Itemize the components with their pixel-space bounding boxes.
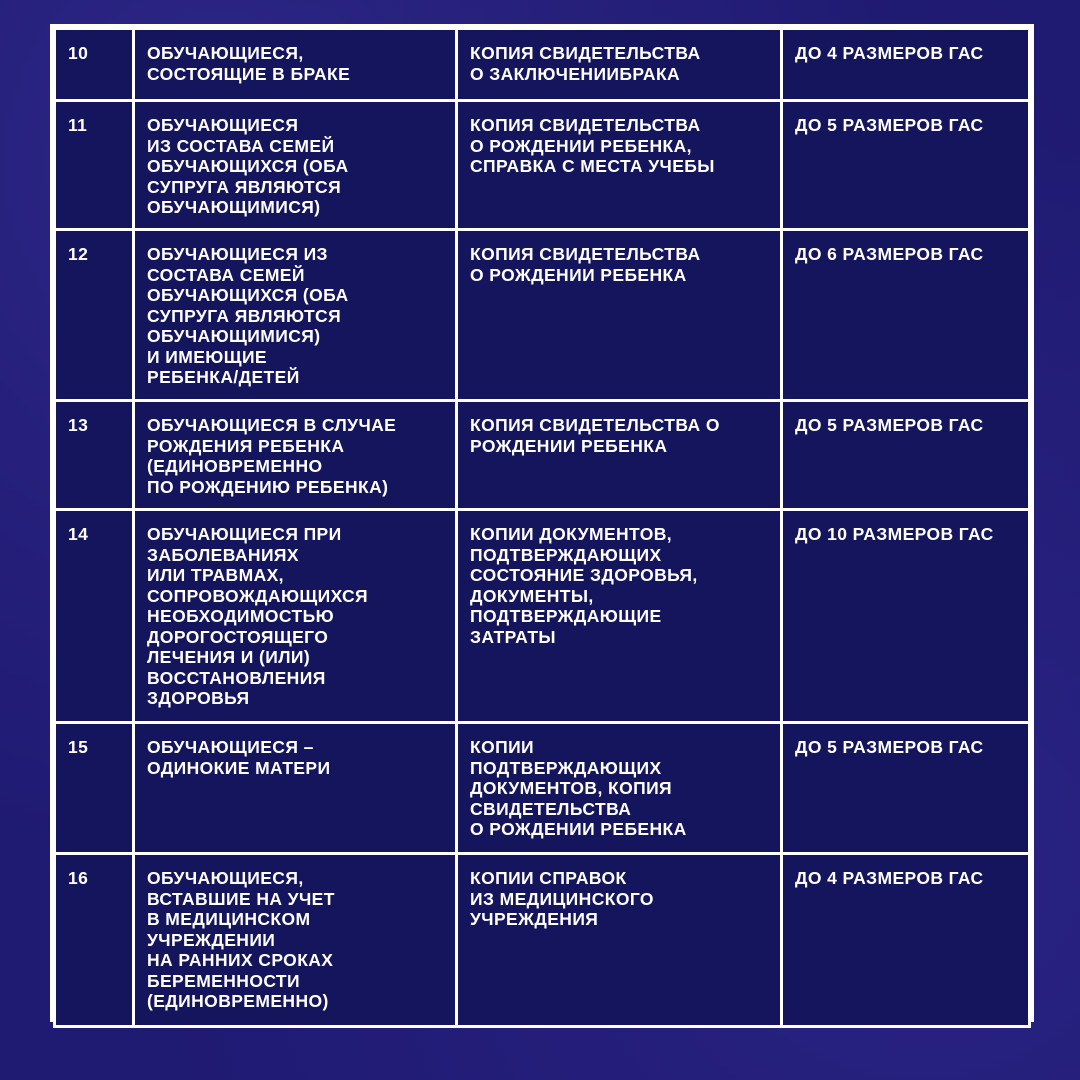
amount-cell: ДО 6 РАЗМЕРОВ ГАС — [782, 230, 1030, 401]
category-cell: ОБУЧАЮЩИЕСЯ ИЗ СОСТАВА СЕМЕЙ ОБУЧАЮЩИХСЯ (ОБА СУПРУГА ЯВЛЯЮТСЯ ОБУЧАЮЩИМИСЯ) — [134, 101, 457, 230]
documents-cell: КОПИЯ СВИДЕТЕЛЬСТВА О РОЖДЕНИИ РЕБЕНКА — [457, 401, 782, 510]
amount-cell: ДО 10 РАЗМЕРОВ ГАС — [782, 510, 1030, 723]
row-number: 14 — [55, 510, 134, 723]
table-row — [55, 401, 1030, 510]
benefits-table — [53, 27, 1031, 1028]
documents-cell: КОПИИ ПОДТВЕРЖДАЮЩИХ ДОКУМЕНТОВ, КОПИЯ СВИДЕТЕЛЬСТВА О РОЖДЕНИИ РЕБЕНКА — [457, 723, 782, 854]
category-cell: ОБУЧАЮЩИЕСЯ, ВСТАВШИЕ НА УЧЕТ В МЕДИЦИНСКОМ УЧРЕЖДЕНИИ НА РАННИХ СРОКАХ БЕРЕМЕННОСТИ (ЕДИНОВРЕМЕННО) — [134, 854, 457, 1027]
table-row — [55, 510, 1030, 723]
row-number: 10 — [55, 29, 134, 101]
category-cell: ОБУЧАЮЩИЕСЯ ПРИ ЗАБОЛЕВАНИЯХ ИЛИ ТРАВМАХ, СОПРОВОЖДАЮЩИХСЯ НЕОБХОДИМОСТЬЮ ДОРОГОСТОЯЩЕГО ЛЕЧЕНИЯ И (ИЛИ) ВОССТАНОВЛЕНИЯ ЗДОРОВЬЯ — [134, 510, 457, 723]
amount-cell: ДО 5 РАЗМЕРОВ ГАС — [782, 101, 1030, 230]
row-number: 12 — [55, 230, 134, 401]
amount-cell: ДО 5 РАЗМЕРОВ ГАС — [782, 401, 1030, 510]
documents-cell: КОПИЯ СВИДЕТЕЛЬСТВА О ЗАКЛЮЧЕНИИБРАКА — [457, 29, 782, 101]
row-number: 11 — [55, 101, 134, 230]
documents-cell: КОПИЯ СВИДЕТЕЛЬСТВА О РОЖДЕНИИ РЕБЕНКА — [457, 230, 782, 401]
documents-cell: КОПИИ ДОКУМЕНТОВ, ПОДТВЕРЖДАЮЩИХ СОСТОЯНИЕ ЗДОРОВЬЯ, ДОКУМЕНТЫ, ПОДТВЕРЖДАЮЩИЕ ЗАТРАТЫ — [457, 510, 782, 723]
category-cell: ОБУЧАЮЩИЕСЯ – ОДИНОКИЕ МАТЕРИ — [134, 723, 457, 854]
amount-cell: ДО 4 РАЗМЕРОВ ГАС — [782, 29, 1030, 101]
category-cell: ОБУЧАЮЩИЕСЯ ИЗ СОСТАВА СЕМЕЙ ОБУЧАЮЩИХСЯ (ОБА СУПРУГА ЯВЛЯЮТСЯ ОБУЧАЮЩИМИСЯ) И ИМЕЮЩИЕ РЕБЕНКА/ДЕТЕЙ — [134, 230, 457, 401]
table-row — [55, 854, 1030, 1027]
row-number: 15 — [55, 723, 134, 854]
category-cell: ОБУЧАЮЩИЕСЯ, СОСТОЯЩИЕ В БРАКЕ — [134, 29, 457, 101]
row-number: 16 — [55, 854, 134, 1027]
documents-cell: КОПИЯ СВИДЕТЕЛЬСТВА О РОЖДЕНИИ РЕБЕНКА, СПРАВКА С МЕСТА УЧЕБЫ — [457, 101, 782, 230]
row-number: 13 — [55, 401, 134, 510]
benefits-table-container — [50, 24, 1034, 1022]
amount-cell: ДО 4 РАЗМЕРОВ ГАС — [782, 854, 1030, 1027]
table-row — [55, 101, 1030, 230]
table-row — [55, 29, 1030, 101]
table-row — [55, 723, 1030, 854]
amount-cell: ДО 5 РАЗМЕРОВ ГАС — [782, 723, 1030, 854]
category-cell: ОБУЧАЮЩИЕСЯ В СЛУЧАЕ РОЖДЕНИЯ РЕБЕНКА (ЕДИНОВРЕМЕННО ПО РОЖДЕНИЮ РЕБЕНКА) — [134, 401, 457, 510]
table-row — [55, 230, 1030, 401]
documents-cell: КОПИИ СПРАВОК ИЗ МЕДИЦИНСКОГО УЧРЕЖДЕНИЯ — [457, 854, 782, 1027]
